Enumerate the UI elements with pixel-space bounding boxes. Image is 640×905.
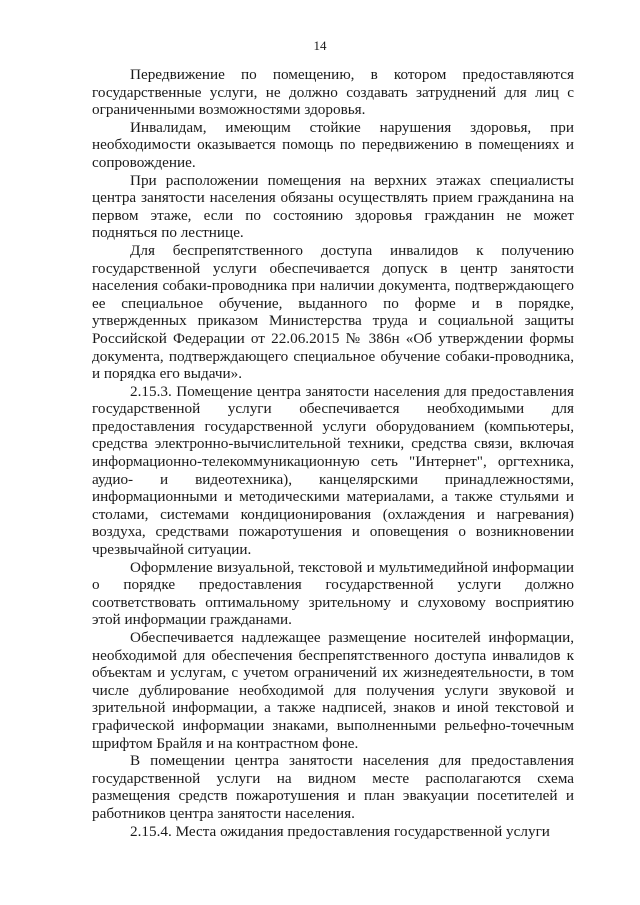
paragraph: Для беспрепятственного доступа инвалидов к получению государственной услуги обеспечивается допуск в центр занятости населения собаки-проводника при наличии документа, подтверждающего ее специальное обучение, выданного по форме и в порядке, утвержденных приказом Министерства труда и социальной защиты Российской Федерации от 22.06.2015 № 386н «Об утверждении формы документа, подтверждающего специальное обучение собаки-проводника, и порядка его выдачи». [92,241,574,383]
page-number: 14 [313,38,327,53]
paragraph: Обеспечивается надлежащее размещение носителей информации, необходимой для обеспечения беспрепятственного доступа инвалидов к объектам и услугам, с учетом ограничений их жизнедеятельности, в том числе дублирование необходимой для получения услуги звуковой и зрительной информации, а также надписей, знаков и иной текстовой и графической информации знаками, выполненными рельефно-точечным шрифтом Брайля и на контрастном фоне. [92,629,574,752]
paragraph: Оформление визуальной, текстовой и мультимедийной информации о порядке предоставления государственной услуги должно соответствовать оптимальному зрительному и слуховому восприятию этой информации гражданами. [92,558,574,629]
paragraph: При расположении помещения на верхних этажах специалисты центра занятости населения обязаны осуществлять прием гражданина на первом этаже, если по состоянию здоровья гражданин не может подняться по лестнице. [92,171,574,242]
document-body [92,66,574,840]
paragraph: В помещении центра занятости населения для предоставления государственной услуги на видном месте располагаются схема размещения средств пожаротушения и план эвакуации посетителей и работников центра занятости населения. [92,752,574,822]
paragraph: Инвалидам, имеющим стойкие нарушения здоровья, при необходимости оказывается помощь по передвижению в помещениях и сопровождение. [92,118,574,171]
paragraph: 2.15.3. Помещение центра занятости населения для предоставления государственной услуги обеспечивается необходимыми для предоставления государственной услуги оборудованием (компьютеры, средства электронно-вычислительной техники, средства связи, включая информационно-телекоммуникационную сеть "Интернет", оргтехника, аудио- и видеотехника), канцелярскими принадлежностями, информационными и методическими материалами, а также стульями и столами, системами кондиционирования (охлаждения и нагревания) воздуха, средствами пожаротушения и оповещения о возникновении чрезвычайной ситуации. [92,382,574,559]
paragraph: Передвижение по помещению, в котором предоставляются государственные услуги, не должно создавать затруднений для лиц с ограниченными возможностями здоровья. [92,66,574,119]
paragraph: 2.15.4. Места ожидания предоставления государственной услуги [130,822,550,840]
